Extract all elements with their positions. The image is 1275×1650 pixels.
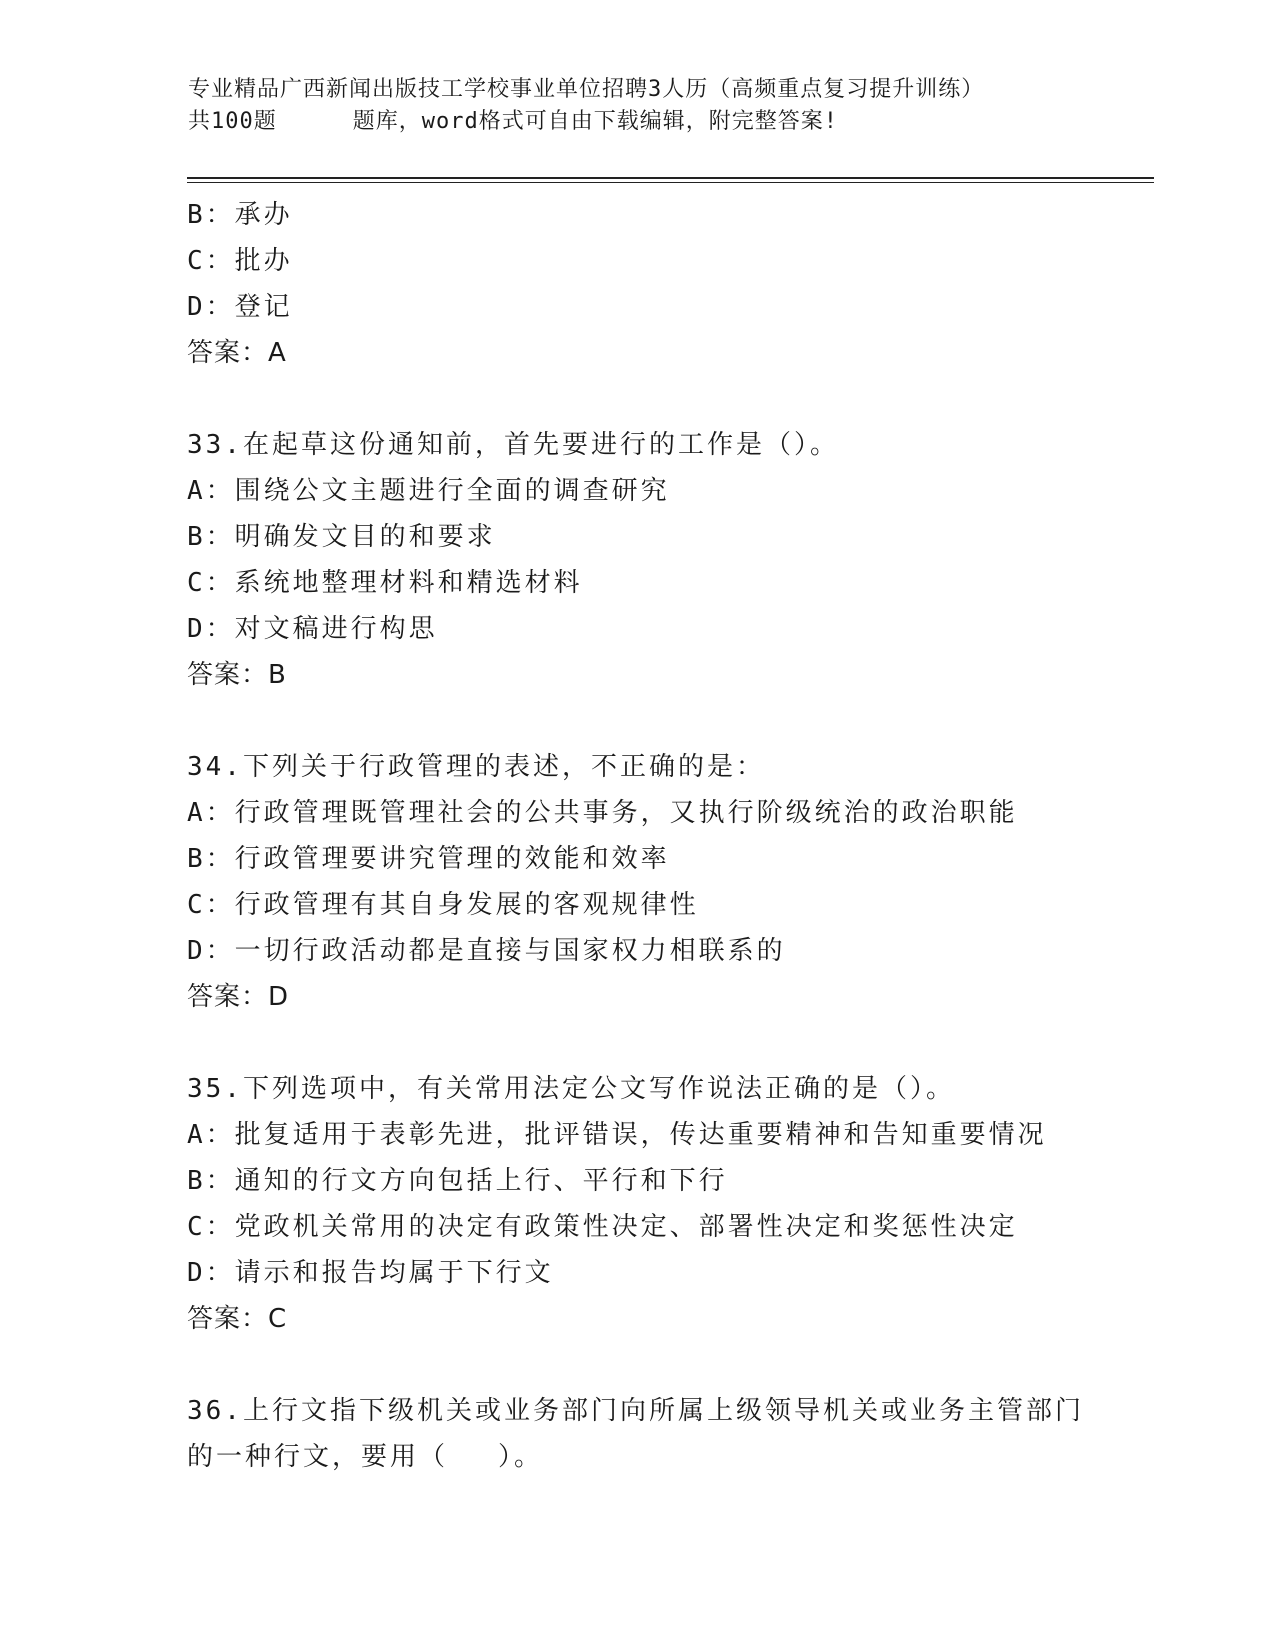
- option-c: C：系统地整理材料和精选材料: [187, 568, 583, 598]
- answer: 答案：D: [187, 982, 290, 1012]
- option-b: B：承办: [187, 200, 293, 230]
- question-36: [187, 1388, 1147, 1480]
- header-title-line2: [188, 106, 1088, 138]
- option-d: D：请示和报告均属于下行文: [187, 1258, 554, 1288]
- option-b: B：通知的行文方向包括上行、平行和下行: [187, 1166, 728, 1196]
- option-b: B：明确发文目的和要求: [187, 522, 496, 552]
- answer: 答案：C: [187, 1304, 288, 1334]
- option-a: A：批复适用于表彰先进，批评错误，传达重要精神和告知重要情况: [187, 1120, 1047, 1150]
- option-c: C：行政管理有其自身发展的客观规律性: [187, 890, 699, 920]
- question-35: [187, 1066, 1147, 1342]
- option-c: C：批办: [187, 246, 293, 276]
- page-header: [188, 74, 1088, 138]
- answer: 答案：B: [187, 660, 287, 690]
- question-stem-line2: [187, 1434, 1147, 1480]
- header-divider-thick: [187, 177, 1154, 179]
- header-title-line1: 专业精品广西新闻出版技工学校事业单位招聘3人历（高频重点复习提升训练）: [188, 77, 985, 102]
- header-description: 题库，word格式可自由下载编辑，附完整答案!: [352, 109, 838, 134]
- question-list: [187, 192, 1147, 1480]
- option-a: A：围绕公文主题进行全面的调查研究: [187, 476, 670, 506]
- stem-text-after-blank: ）。: [498, 1442, 544, 1472]
- header-question-count: 共100题: [188, 109, 277, 134]
- option-d: D：对文稿进行构思: [187, 614, 438, 644]
- question-stem-line1: 36.上行文指下级机关或业务部门向所属上级领导机关或业务主管部门: [187, 1396, 1084, 1426]
- answer: 答案：A: [187, 338, 287, 368]
- option-c: C：党政机关常用的决定有政策性决定、部署性决定和奖惩性决定: [187, 1212, 1018, 1242]
- option-a: A：行政管理既管理社会的公共事务，又执行阶级统治的政治职能: [187, 798, 1018, 828]
- question-stem: 34.下列关于行政管理的表述，不正确的是：: [187, 752, 765, 782]
- question-stem: 35.下列选项中，有关常用法定公文写作说法正确的是（）。: [187, 1074, 955, 1104]
- option-d: D：登记: [187, 292, 293, 322]
- option-d: D：一切行政活动都是直接与国家权力相联系的: [187, 936, 786, 966]
- header-divider-thin: [187, 182, 1154, 183]
- question-33: [187, 422, 1147, 698]
- question-32-continued: [187, 192, 1147, 376]
- option-b: B：行政管理要讲究管理的效能和效率: [187, 844, 670, 874]
- question-34: [187, 744, 1147, 1020]
- question-stem: 33.在起草这份通知前，首先要进行的工作是（）。: [187, 430, 839, 460]
- stem-text-before-blank: 的一种行文，要用（: [187, 1442, 449, 1472]
